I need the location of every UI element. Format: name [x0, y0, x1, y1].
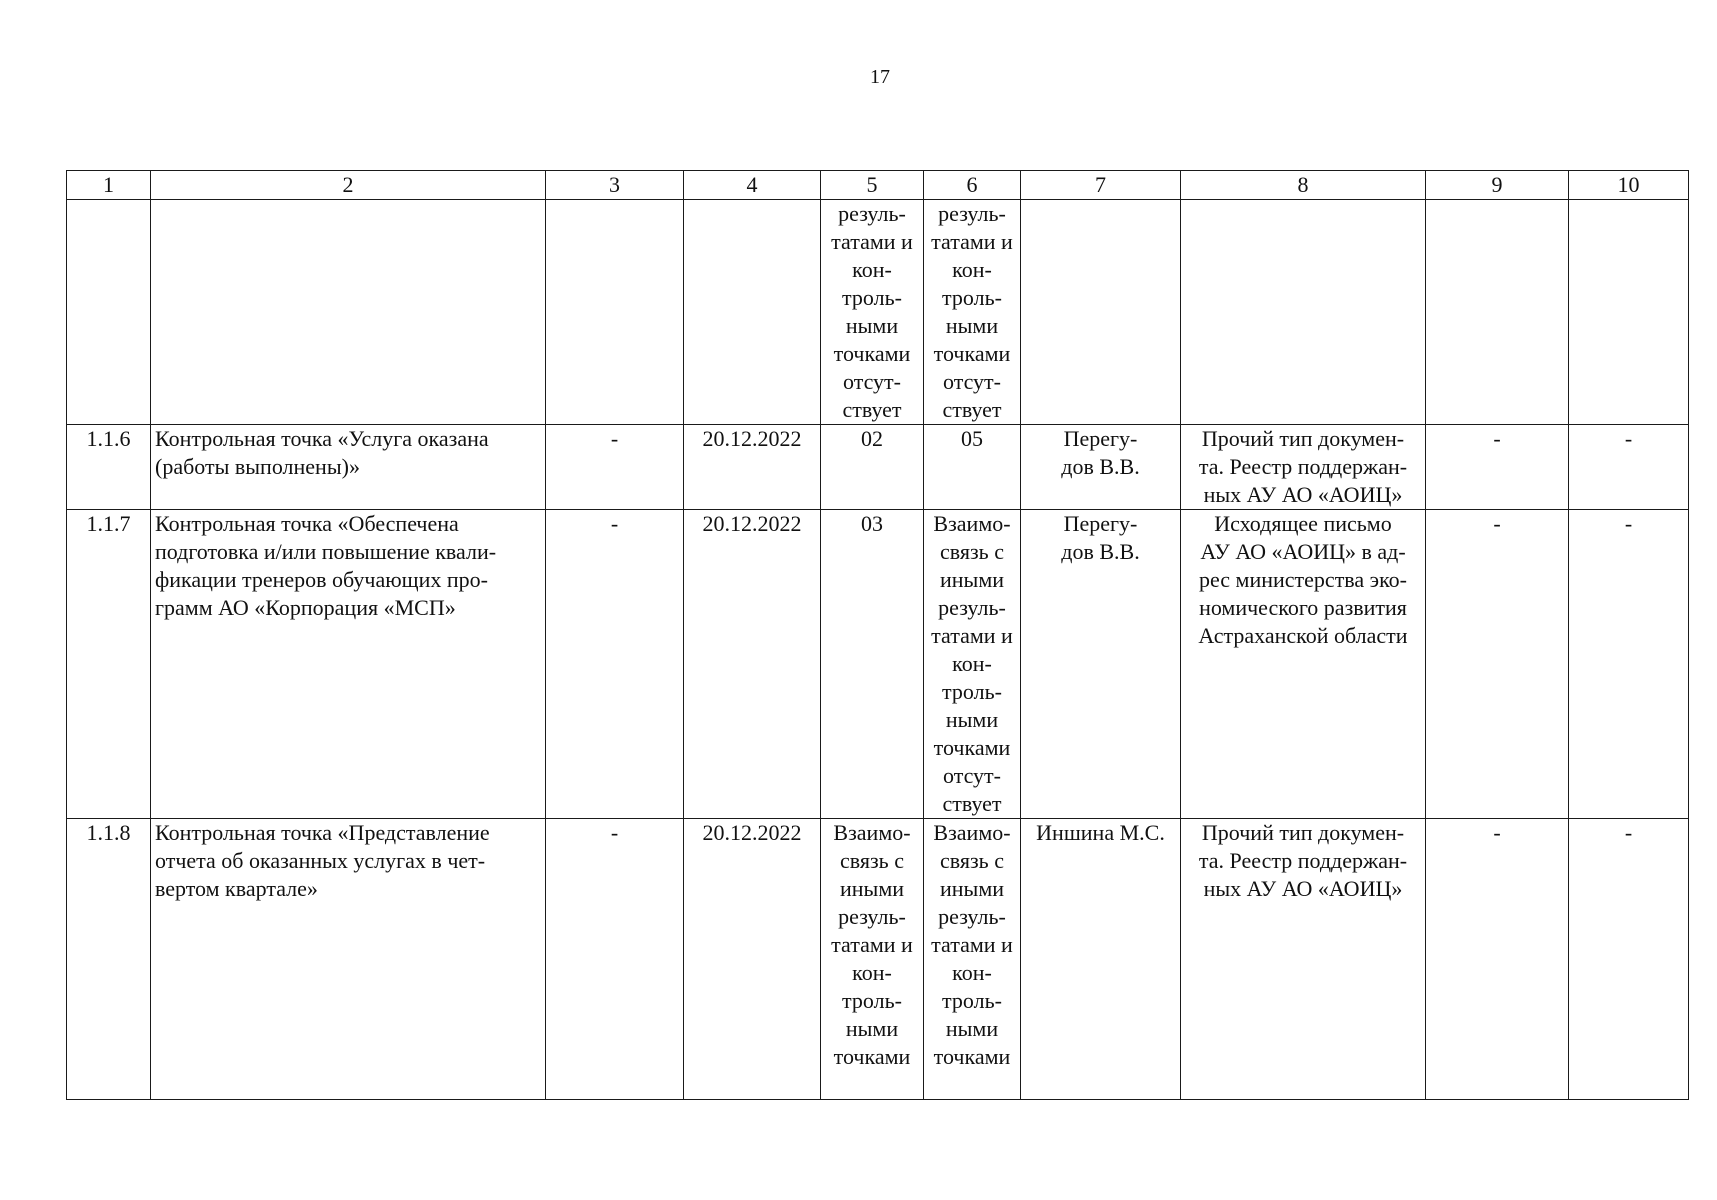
cell-line: ствует: [842, 397, 902, 422]
cell-line: вертом квартале»: [155, 876, 318, 901]
cell-line: резуль-: [938, 595, 1006, 620]
cell-col-1: [67, 200, 151, 425]
cell-line: связь с: [840, 848, 904, 873]
table-body: [67, 200, 1689, 1100]
cell-col-2: [151, 200, 546, 425]
cell-line: татами и: [831, 932, 913, 957]
cell-text: -: [1624, 820, 1633, 845]
cell-line: дов В.В.: [1061, 454, 1140, 479]
cell-col-6: [924, 510, 1021, 819]
header-col-5: 5: [821, 171, 924, 200]
cell-text: -: [610, 820, 619, 845]
cell-col-3: [546, 510, 684, 819]
cell-line: кон-: [852, 257, 892, 282]
cell-line: кон-: [952, 960, 992, 985]
cell-line: ными: [945, 707, 999, 732]
cell-col-6: [924, 200, 1021, 425]
header-col-4: 4: [684, 171, 821, 200]
cell-line: связь с: [940, 848, 1004, 873]
cell-line: ных АУ АО «АОИЦ»: [1203, 876, 1403, 901]
header-col-2: 2: [151, 171, 546, 200]
cell-col-9: [1426, 425, 1569, 510]
cell-col-9: [1426, 819, 1569, 1100]
cell-line: кон-: [952, 257, 992, 282]
cell-col-9: [1426, 510, 1569, 819]
cell-text: -: [610, 511, 619, 536]
header-col-3: 3: [546, 171, 684, 200]
table-header: [67, 171, 1689, 200]
cell-col-8: [1181, 819, 1426, 1100]
cell-line: татами и: [831, 229, 913, 254]
cell-col-4: [684, 200, 821, 425]
cell-col-10: [1569, 819, 1689, 1100]
cell-line: грамм АО «Корпорация «МСП»: [155, 595, 456, 620]
cell-text: 1.1.7: [86, 511, 131, 536]
table-row: [67, 200, 1689, 425]
cell-line: 02: [861, 426, 883, 451]
table-row: [67, 425, 1689, 510]
cell-col-2: [151, 819, 546, 1100]
cell-col-1: [67, 510, 151, 819]
cell-line: Контрольная точка «Услуга оказана: [155, 426, 489, 451]
cell-line: точками: [933, 1044, 1011, 1069]
cell-col-10: [1569, 510, 1689, 819]
cell-line: Взаимо-: [933, 820, 1011, 845]
page-number: 17: [870, 66, 890, 88]
cell-col-10: [1569, 425, 1689, 510]
cell-line: отсут-: [942, 763, 1001, 788]
cell-line: 05: [961, 426, 983, 451]
cell-text: -: [1624, 511, 1633, 536]
cell-line: отсут-: [942, 369, 1001, 394]
cell-line: резуль-: [938, 201, 1006, 226]
cell-text: -: [1624, 426, 1633, 451]
cell-line: номического развития: [1199, 595, 1407, 620]
cell-line: ных АУ АО «АОИЦ»: [1203, 482, 1403, 507]
header-col-8: 8: [1181, 171, 1426, 200]
cell-col-4: [684, 425, 821, 510]
cell-col-2: [151, 425, 546, 510]
cell-col-10: [1569, 200, 1689, 425]
cell-line: троль-: [942, 988, 1002, 1013]
cell-line: татами и: [931, 932, 1013, 957]
header-col-6: 6: [924, 171, 1021, 200]
cell-col-5: [821, 425, 924, 510]
cell-col-8: [1181, 425, 1426, 510]
cell-text: -: [1493, 426, 1501, 451]
cell-line: троль-: [942, 679, 1002, 704]
cell-col-5: [821, 819, 924, 1100]
cell-line: фикации тренеров обучающих про-: [155, 567, 488, 592]
cell-line: ствует: [942, 791, 1002, 816]
cell-text: 20.12.2022: [702, 820, 802, 845]
cell-col-6: [924, 819, 1021, 1100]
cell-line: Перегу-: [1063, 511, 1138, 536]
cell-line: дов В.В.: [1061, 539, 1140, 564]
header-row: [67, 171, 1689, 200]
cell-line: 03: [861, 511, 883, 536]
cell-line: троль-: [842, 988, 902, 1013]
cell-line: точками: [933, 341, 1011, 366]
cell-line: троль-: [842, 285, 902, 310]
header-col-7: 7: [1021, 171, 1181, 200]
cell-line: точками: [833, 341, 911, 366]
cell-line: ными: [945, 313, 999, 338]
cell-line: отсут-: [842, 369, 901, 394]
cell-col-7: [1021, 425, 1181, 510]
cell-col-1: [67, 819, 151, 1100]
cell-line: отчета об оказанных услугах в чет-: [155, 848, 486, 873]
cell-line: Исходящее письмо: [1214, 511, 1392, 536]
cell-col-1: [67, 425, 151, 510]
cell-line: иными: [939, 567, 1005, 592]
cell-col-7: [1021, 819, 1181, 1100]
cell-line: татами и: [931, 623, 1013, 648]
cell-text: -: [1493, 511, 1501, 536]
cell-line: Взаимо-: [833, 820, 911, 845]
cell-col-3: [546, 819, 684, 1100]
cell-col-3: [546, 425, 684, 510]
cell-line: Прочий тип докумен-: [1201, 426, 1405, 451]
table-row: [67, 819, 1689, 1100]
cell-line: иными: [939, 876, 1005, 901]
cell-line: кон-: [952, 651, 992, 676]
cell-col-9: [1426, 200, 1569, 425]
cell-line: резуль-: [838, 201, 906, 226]
cell-line: (работы выполнены)»: [155, 454, 360, 479]
cell-col-7: [1021, 200, 1181, 425]
cell-line: резуль-: [938, 904, 1006, 929]
cell-text: 1.1.8: [86, 820, 131, 845]
cell-line: ными: [945, 1016, 999, 1041]
table-row: [67, 510, 1689, 819]
cell-line: рес министерства эко-: [1198, 567, 1408, 592]
cell-col-7: [1021, 510, 1181, 819]
cell-line: Прочий тип докумен-: [1201, 820, 1405, 845]
header-col-9: 9: [1426, 171, 1569, 200]
cell-col-8: [1181, 200, 1426, 425]
cell-col-6: [924, 425, 1021, 510]
header-col-10: 10: [1569, 171, 1689, 200]
cell-line: та. Реестр поддержан-: [1198, 454, 1408, 479]
cell-line: ными: [845, 313, 899, 338]
cell-line: ствует: [942, 397, 1002, 422]
cell-line: Взаимо-: [933, 511, 1011, 536]
cell-line: та. Реестр поддержан-: [1198, 848, 1408, 873]
cell-line: подготовка и/или повышение квали-: [155, 539, 497, 564]
cell-line: татами и: [931, 229, 1013, 254]
cell-line: резуль-: [838, 904, 906, 929]
cell-text: -: [610, 426, 619, 451]
cell-col-4: [684, 510, 821, 819]
cell-text: 1.1.6: [86, 426, 131, 451]
cell-text: 20.12.2022: [702, 426, 802, 451]
cell-line: связь с: [940, 539, 1004, 564]
cell-line: иными: [839, 876, 905, 901]
header-col-1: 1: [67, 171, 151, 200]
cell-line: Контрольная точка «Представление: [155, 820, 490, 845]
cell-line: троль-: [942, 285, 1002, 310]
cell-col-5: [821, 510, 924, 819]
cell-col-4: [684, 819, 821, 1100]
cell-col-3: [546, 200, 684, 425]
cell-line: Астраханской области: [1198, 623, 1408, 648]
cell-col-5: [821, 200, 924, 425]
cell-line: точками: [933, 735, 1011, 760]
cell-line: кон-: [852, 960, 892, 985]
cell-line: Контрольная точка «Обеспечена: [155, 511, 459, 536]
cell-text: 20.12.2022: [702, 511, 802, 536]
cell-text: -: [1493, 820, 1501, 845]
cell-line: точками: [833, 1044, 911, 1069]
cell-line: Перегу-: [1063, 426, 1138, 451]
cell-line: АУ АО «АОИЦ» в ад-: [1200, 539, 1406, 564]
control-points-table: [66, 170, 1689, 1100]
cell-col-8: [1181, 510, 1426, 819]
cell-col-2: [151, 510, 546, 819]
cell-line: Иншина М.С.: [1036, 820, 1165, 845]
cell-line: ными: [845, 1016, 899, 1041]
